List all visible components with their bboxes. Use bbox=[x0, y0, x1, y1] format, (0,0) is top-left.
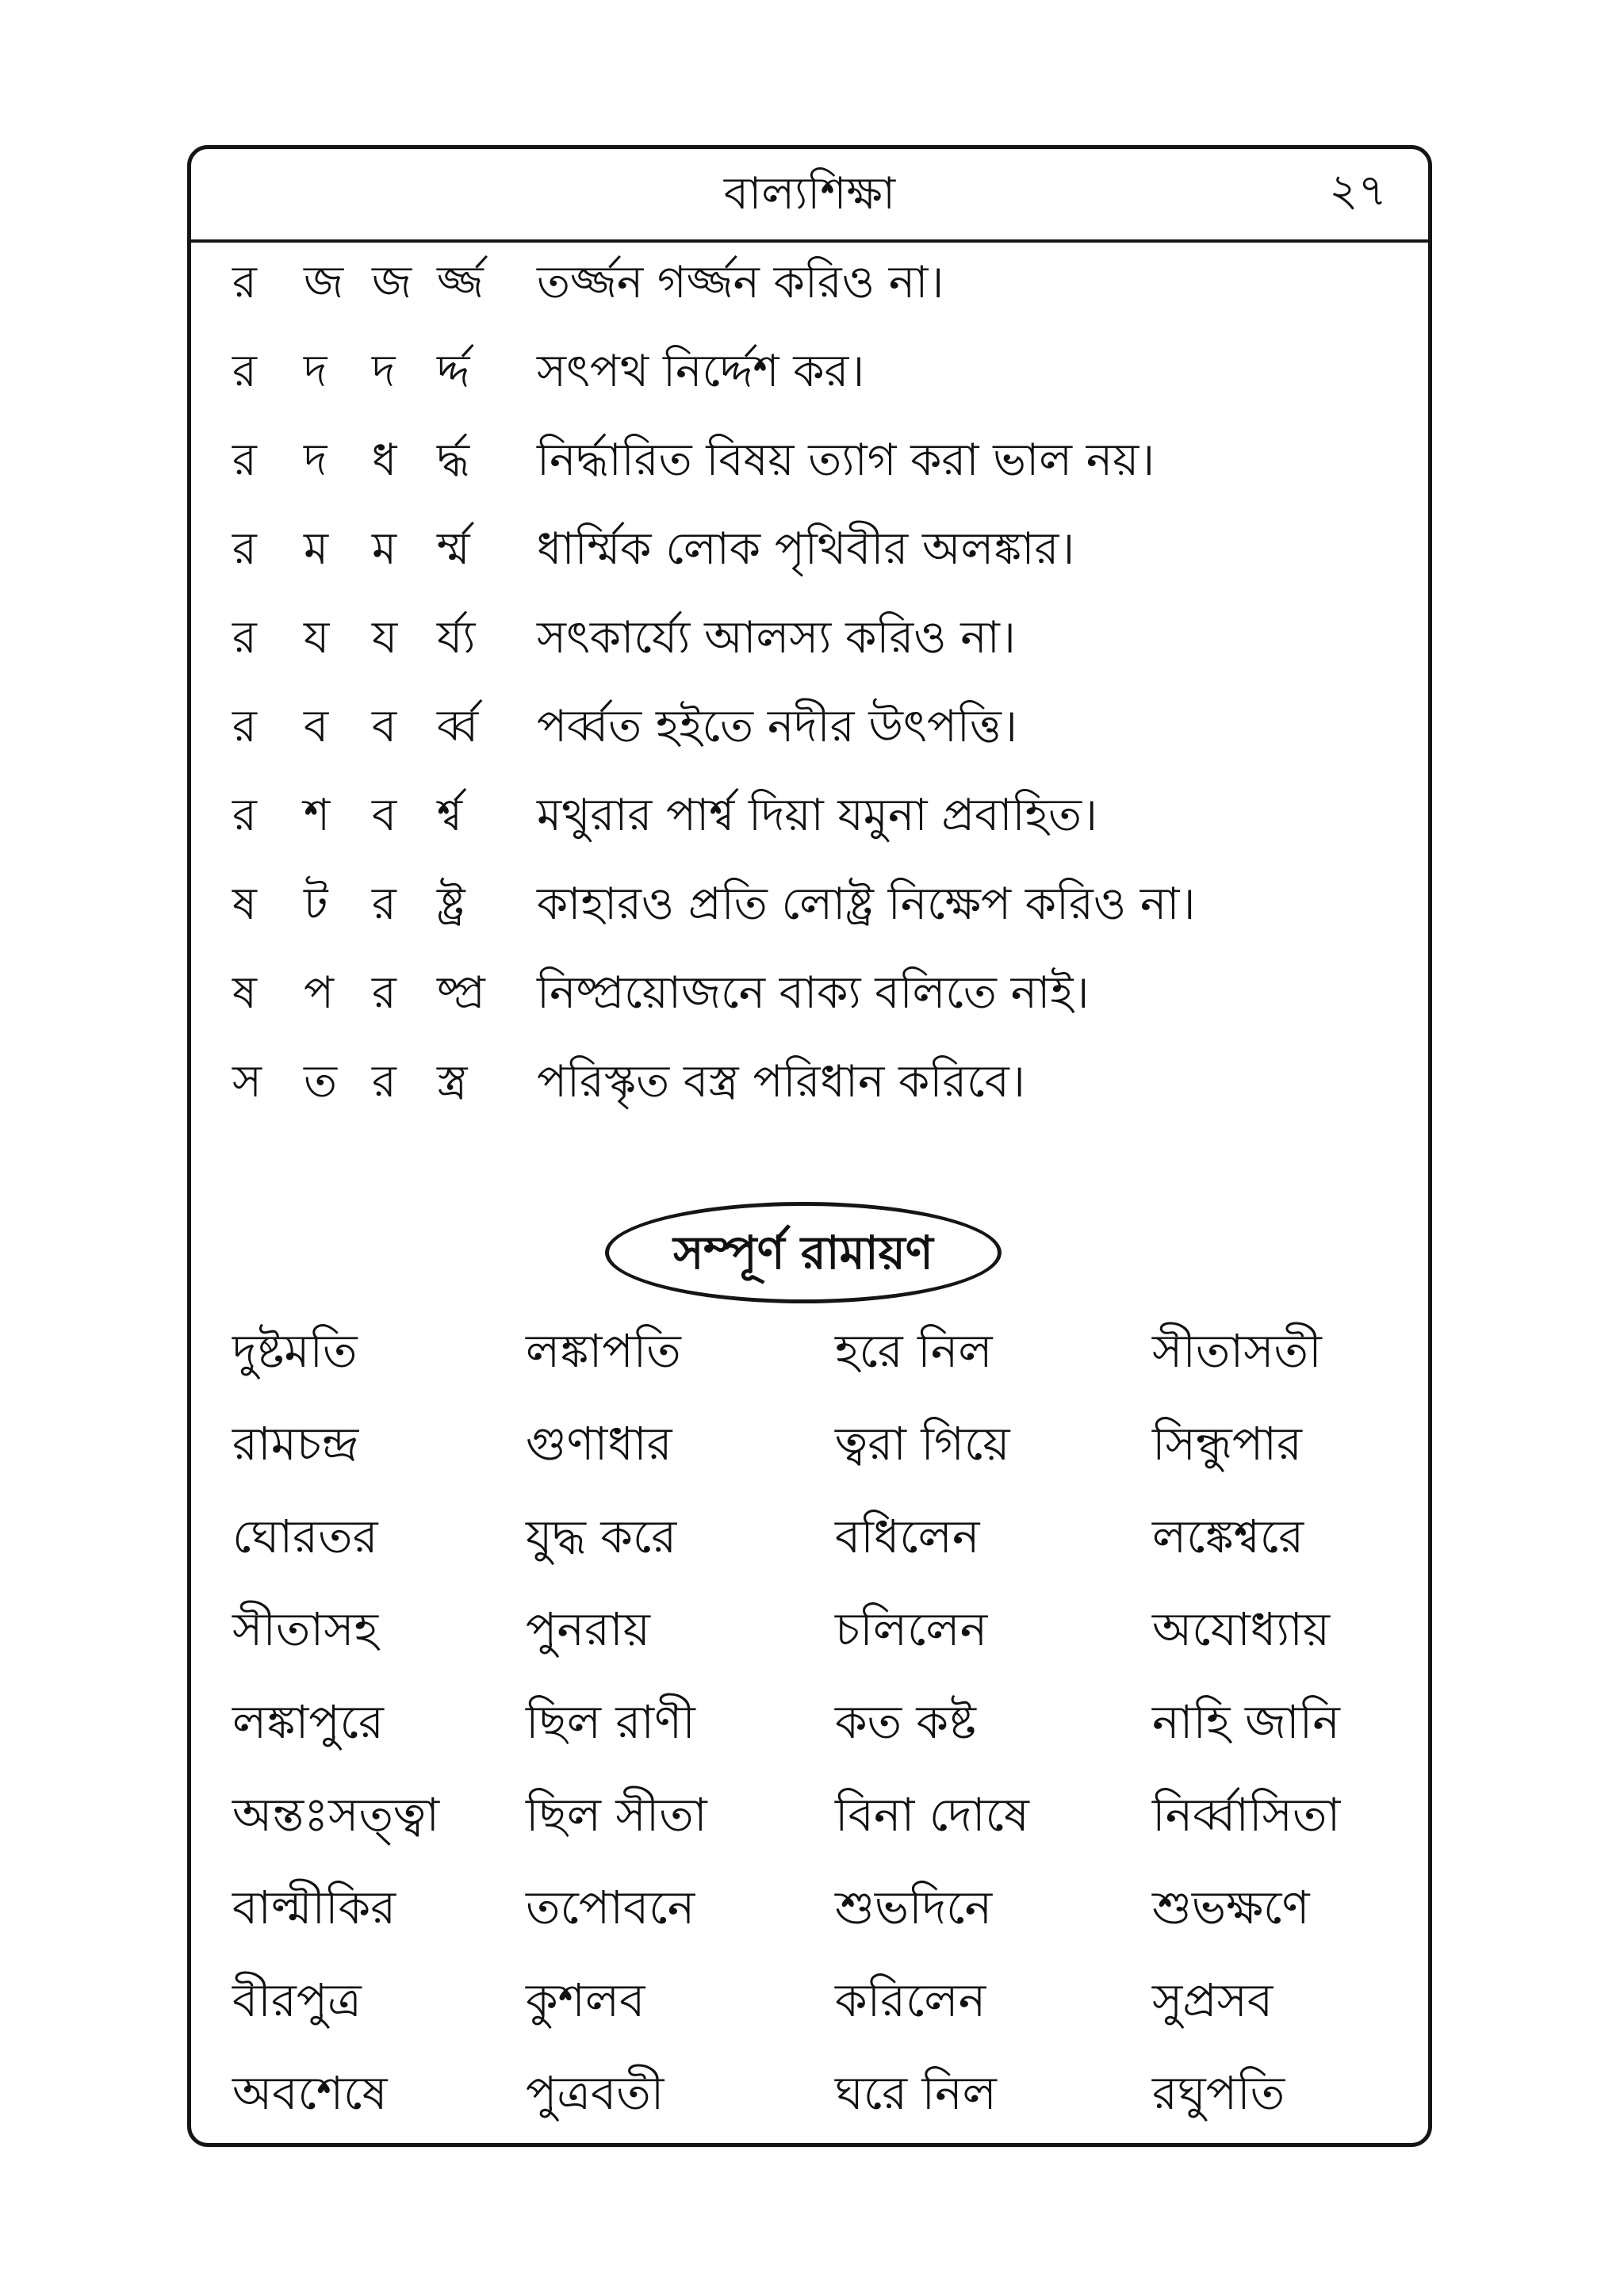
poem-word: দুষ্টমতি bbox=[232, 1324, 358, 1378]
conjunct-result: র্দ্ধ bbox=[437, 434, 470, 486]
conjunct-part: য bbox=[304, 612, 330, 664]
conjunct-part: ব bbox=[372, 701, 397, 752]
poem-line bbox=[191, 1307, 1428, 1395]
example-sentence: মথুরার পার্শ্ব দিয়া যমুনা প্রবাহিত। bbox=[537, 790, 1098, 841]
conjunct-part: স bbox=[232, 1056, 262, 1108]
poem-word: ছিল সীতা bbox=[526, 1788, 707, 1842]
conjunct-part: ব bbox=[304, 701, 329, 752]
poem-word: বীরপুত্র bbox=[232, 1973, 362, 2027]
poem-word: লঙ্কেশ্বরে bbox=[1152, 1510, 1304, 1563]
poem-word: লঙ্কাপুরে bbox=[232, 1695, 384, 1749]
poem-word: অবশেষে bbox=[232, 2066, 388, 2120]
conjunct-part: ষ bbox=[232, 878, 257, 930]
poem-word: শুভক্ষণে bbox=[1152, 1881, 1310, 1934]
poem-word: যুদ্ধ করে bbox=[526, 1510, 677, 1563]
poem-word: সীতাসতী bbox=[1152, 1324, 1322, 1378]
conjunct-part: ম bbox=[304, 523, 329, 575]
conjunct-part: র bbox=[232, 612, 257, 664]
poem-line bbox=[191, 2049, 1428, 2137]
conjunct-part: জ bbox=[304, 257, 344, 308]
example-sentence: সৎপথ নির্দ্দেশ কর। bbox=[537, 346, 865, 397]
poem-word: ত্বরা গিয়ে bbox=[835, 1417, 1010, 1471]
example-sentence: নিষ্প্রয়োজনে বাক্য বলিতে নাই। bbox=[537, 967, 1090, 1019]
page-header bbox=[191, 149, 1428, 243]
conjunct-result: র্য্য bbox=[437, 612, 476, 664]
conjunct-row bbox=[191, 869, 1428, 940]
conjunct-part: র bbox=[232, 701, 257, 752]
poem-line bbox=[191, 1399, 1428, 1488]
section-title-oval bbox=[605, 1202, 1002, 1303]
poem-word: করিলেন bbox=[835, 1973, 986, 2027]
poem-word: বধিলেন bbox=[835, 1510, 980, 1563]
poem-line bbox=[191, 1678, 1428, 1766]
poem-word: পুত্রবতী bbox=[526, 2066, 665, 2120]
conjunct-part: র bbox=[372, 1056, 396, 1108]
page-number: ২৭ bbox=[1329, 165, 1387, 216]
conjunct-part: ম bbox=[372, 523, 397, 575]
poem-line bbox=[191, 1863, 1428, 1952]
conjunct-part: ত bbox=[304, 1056, 338, 1108]
poem-word: শুভদিনে bbox=[835, 1881, 993, 1934]
conjunct-part: র bbox=[232, 257, 257, 308]
conjunct-row bbox=[191, 514, 1428, 585]
poem-word: চলিলেন bbox=[835, 1602, 988, 1656]
conjunct-part: র bbox=[232, 523, 257, 575]
poem-line bbox=[191, 1770, 1428, 1859]
poem-word: তপোবনে bbox=[526, 1881, 695, 1934]
poem-word: অন্তঃসত্ত্বা bbox=[232, 1788, 440, 1842]
example-sentence: পরিস্কৃত বস্ত্র পরিধান করিবে। bbox=[537, 1056, 1025, 1108]
example-sentence: পর্ব্বত হইতে নদীর উৎপত্তি। bbox=[537, 701, 1017, 752]
poem-word: হরে নিল bbox=[835, 1324, 993, 1378]
poem-word: নির্ব্বাসিতা bbox=[1152, 1788, 1341, 1842]
conjunct-result: র্জ্জ bbox=[437, 257, 484, 308]
poem-word: রঘুপতি bbox=[1152, 2066, 1285, 2120]
conjunct-part: য bbox=[372, 612, 398, 664]
poem-word: লঙ্কাপতি bbox=[526, 1324, 681, 1378]
conjunct-part: শ bbox=[304, 790, 331, 841]
conjunct-row bbox=[191, 247, 1428, 319]
conjunct-result: ষ্প্র bbox=[437, 967, 485, 1019]
conjunct-part: ষ bbox=[232, 967, 257, 1019]
conjunct-part: র bbox=[232, 790, 257, 841]
conjunct-part: দ bbox=[304, 346, 327, 397]
conjunct-part: দ bbox=[304, 434, 327, 486]
example-sentence: কাহারও প্রতি লোষ্ট্র নিক্ষেপ করিও না। bbox=[537, 878, 1196, 930]
poem-word: ঘরে নিল bbox=[835, 2066, 997, 2120]
poem-line bbox=[191, 1585, 1428, 1674]
conjunct-result: র্ম্ম bbox=[437, 523, 470, 575]
page-frame bbox=[187, 145, 1432, 2147]
example-sentence: সৎকার্য্যে আলস্য করিও না। bbox=[537, 612, 1016, 664]
poem-word: নাহি জানি bbox=[1152, 1695, 1340, 1749]
conjunct-part: ট bbox=[304, 878, 328, 930]
conjunct-part: র bbox=[232, 346, 257, 397]
conjunct-part: র bbox=[232, 434, 257, 486]
poem-word: গুণাধার bbox=[526, 1417, 672, 1471]
example-sentence: নির্দ্ধারিত বিষয় ত্যাগ করা ভাল নয়। bbox=[537, 434, 1155, 486]
conjunct-part: দ bbox=[372, 346, 396, 397]
conjunct-part: ধ bbox=[372, 434, 397, 486]
conjunct-row bbox=[191, 425, 1428, 496]
conjunct-part: জ bbox=[372, 257, 412, 308]
section-title: সম্পূর্ণ রামায়ণ bbox=[673, 1226, 933, 1280]
poem-word: কুশলব bbox=[526, 1973, 645, 2027]
conjunct-part: র bbox=[372, 967, 396, 1019]
conjunct-part: ব bbox=[372, 790, 397, 841]
conjunct-row bbox=[191, 336, 1428, 408]
conjunct-result: র্ব্ব bbox=[437, 701, 479, 752]
conjunct-part: প bbox=[304, 967, 335, 1019]
conjunct-result: র্শ্ব bbox=[437, 790, 462, 841]
conjunct-result: ষ্ট্র bbox=[437, 878, 465, 930]
poem-line bbox=[191, 1956, 1428, 2045]
poem-word: কত কষ্ট bbox=[835, 1695, 976, 1749]
conjunct-part: র bbox=[372, 878, 396, 930]
conjunct-row bbox=[191, 691, 1428, 763]
poem-word: সিন্ধুপার bbox=[1152, 1417, 1302, 1471]
poem-line bbox=[191, 1492, 1428, 1581]
example-sentence: তর্জ্জন গর্জ্জন করিও না। bbox=[537, 257, 944, 308]
conjunct-result: স্ত্র bbox=[437, 1056, 468, 1108]
conjunct-result: র্দ্দ bbox=[437, 346, 470, 397]
conjunct-row bbox=[191, 780, 1428, 851]
example-sentence: ধার্ম্মিক লোক পৃথিবীর অলঙ্কার। bbox=[537, 523, 1075, 575]
poem-word: ছিল রাণী bbox=[526, 1695, 695, 1749]
poem-word: ঘোরতর bbox=[232, 1510, 378, 1563]
conjunct-row bbox=[191, 1047, 1428, 1118]
conjunct-row bbox=[191, 603, 1428, 674]
poem-word: পুনরায় bbox=[526, 1602, 650, 1656]
poem-word: সুপ্রসব bbox=[1152, 1973, 1274, 2027]
poem-word: বাল্মীকির bbox=[232, 1881, 396, 1934]
poem-word: সীতাসহ bbox=[232, 1602, 379, 1656]
poem-word: বিনা দোষে bbox=[835, 1788, 1029, 1842]
book-title: বাল্যশিক্ষা bbox=[723, 168, 896, 220]
poem-word: অযোধ্যায় bbox=[1152, 1602, 1331, 1656]
poem-word: রামচন্দ্র bbox=[232, 1417, 359, 1471]
conjunct-row bbox=[191, 958, 1428, 1029]
